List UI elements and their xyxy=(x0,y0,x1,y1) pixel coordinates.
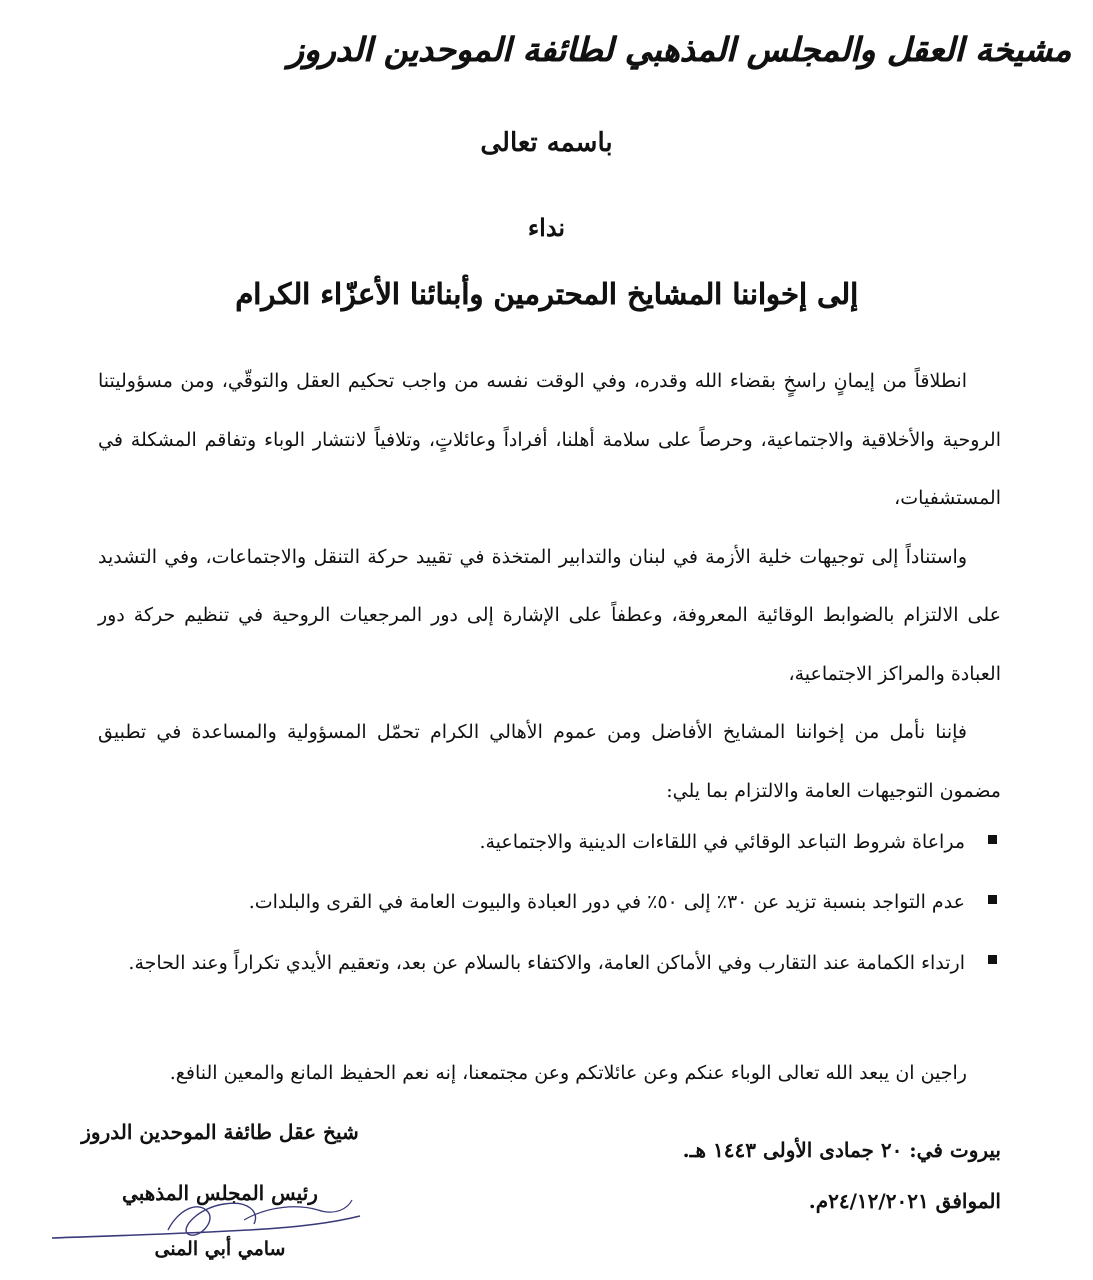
square-bullet-icon xyxy=(988,895,997,904)
body-paragraph: انطلاقاً من إيمانٍ راسخٍ بقضاء الله وقدره، وفي الوقت نفسه من واجب تحكيم العقل والتوقّي، ومن مسؤوليتنا الروحية والأخلاقية والاجتماعية، وحرصاً على سلامة أهلنا، أفراداً وعائلاتٍ، وتلافياً لانتشار الوباء وتفاقم المشكلة في المستشفيات، xyxy=(98,370,1001,509)
signer-title-council: رئيس المجلس المذهبي xyxy=(122,1181,318,1205)
guideline-text: مراعاة شروط التباعد الوقائي في اللقاءات الدينية والاجتماعية. xyxy=(479,831,965,853)
body-paragraph: واستناداً إلى توجيهات خلية الأزمة في لبنان والتدابير المتخذة في تقييد حركة التنقل والاجتماعات، وفي التشديد على الالتزام بالضوابط الوقائية المعروفة، وعطفاً على الإشارة إلى دور المرجعيات الروحية في تنظيم حركة دور العبادة والمراكز الاجتماعية، xyxy=(98,545,1001,685)
guideline-text: ارتداء الكمامة عند التقارب وفي الأماكن العامة، والاكتفاء بالسلام عن بعد، وتعقيم الأيدي تكراراً وعند الحاجة. xyxy=(128,952,965,974)
letter-body xyxy=(98,352,1001,820)
body-paragraph: فإننا نأمل من إخواننا المشايخ الأفاضل ومن عموم الأهالي الكرام تحمّل المسؤولية والمساعدة في تطبيق مضمون التوجيهات العامة والالتزام بما يلي: xyxy=(98,721,1001,802)
guideline-text: عدم التواجد بنسبة تزيد عن ٣٠٪ إلى ٥٠٪ في دور العبادة والبيوت العامة في القرى والبلدات. xyxy=(248,891,965,913)
closing-paragraph: راجين ان يبعد الله تعالى الوباء عنكم وعن عائلاتكم وعن مجتمعنا، إنه نعم الحفيظ المانع والمعين النافع. xyxy=(169,1062,967,1084)
guideline-item xyxy=(98,812,1001,872)
guideline-item xyxy=(98,932,1001,994)
basmala-heading: باسمه تعالى xyxy=(480,128,613,158)
guidelines-list xyxy=(98,812,1001,994)
gregorian-date: الموافق ٢٤/١٢/٢٠٢١م. xyxy=(808,1189,1001,1213)
addressee-heading: إلى إخواننا المشايخ المحترمين وأبنائنا الأعزّاء الكرام xyxy=(235,277,858,311)
square-bullet-icon xyxy=(988,955,997,964)
hijri-date: بيروت في: ٢٠ جمادى الأولى ١٤٤٣ هـ. xyxy=(682,1138,1001,1162)
guideline-item xyxy=(98,872,1001,932)
letterhead-title: مشيخة العقل والمجلس المذهبي لطائفة الموحدين الدروز xyxy=(287,30,1071,69)
signer-name: سامي أبي المنى xyxy=(154,1238,286,1260)
signer-title-sheikh: شيخ عقل طائفة الموحدين الدروز xyxy=(81,1120,359,1144)
square-bullet-icon xyxy=(988,835,997,844)
appeal-heading: نداء xyxy=(527,213,566,242)
